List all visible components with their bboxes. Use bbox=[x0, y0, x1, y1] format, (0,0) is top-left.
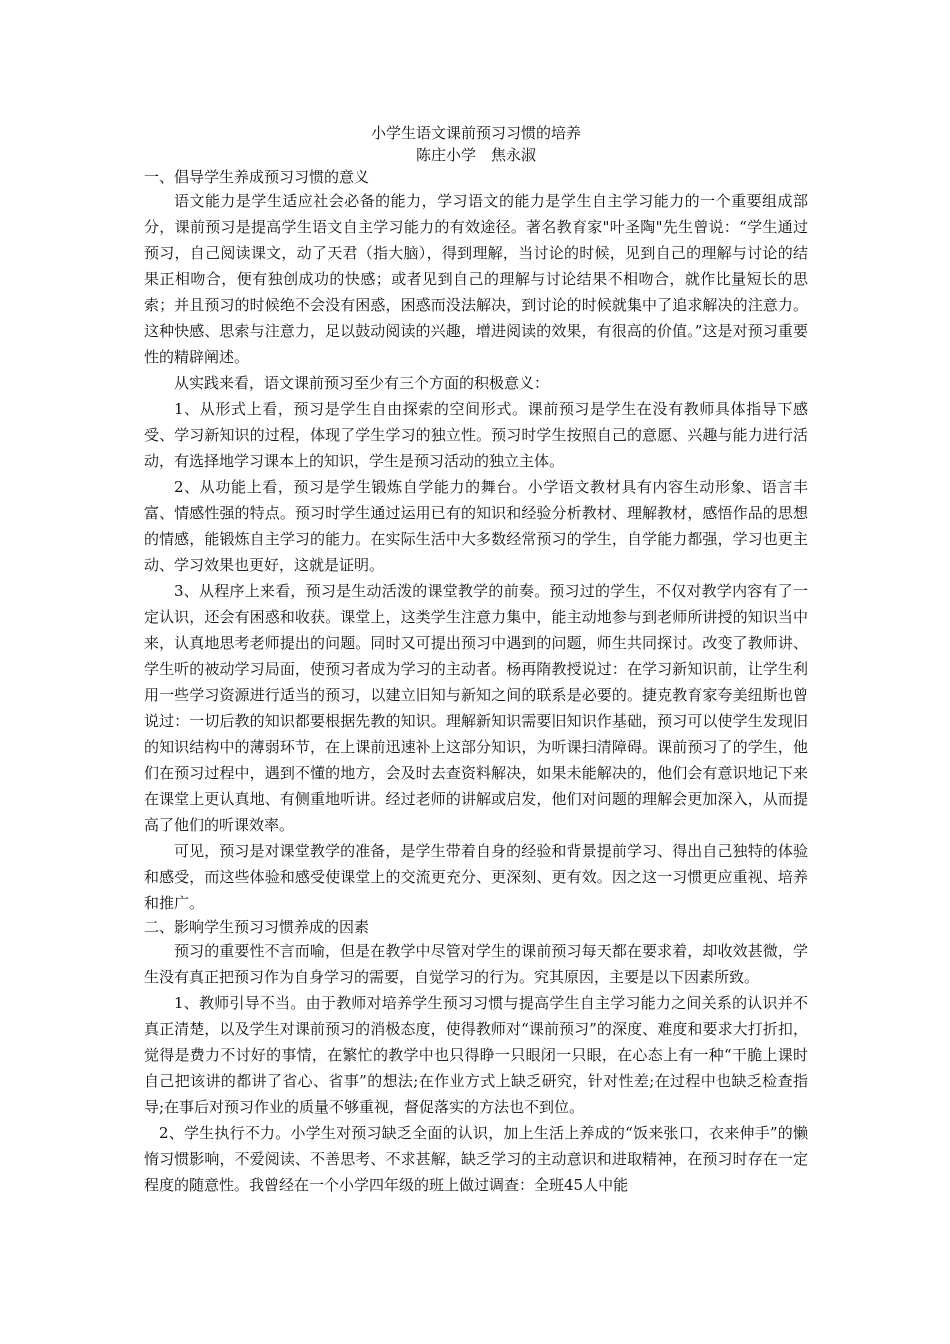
section-2-heading: 二、影响学生预习习惯养成的因素 bbox=[144, 918, 370, 936]
paragraph: 可见，预习是对课堂教学的准备，是学生带着自身的经验和背景提前学习、得出自己独特的体验和感受，而这些体验和感受使课堂上的交流更充分、更深刻、更有效。因之这一习惯更应重视、培养和推广。 bbox=[144, 842, 808, 912]
paragraph: 从实践来看，语文课前预习至少有三个方面的积极意义： bbox=[174, 374, 550, 392]
paragraph: 2、学生执行不力。小学生对预习缺乏全面的认识，加上生活上养成的“饭来张口，衣来伸手”的懒惰习惯影响，不爱阅读、不善思考、不求甚解，缺乏学习的主动意识和进取精神，在预习时存在一定程度的随意性。我曾经在一个小学四年级的班上做过调查：全班45人中能 bbox=[144, 1124, 808, 1194]
document-page bbox=[144, 122, 808, 1198]
paragraph: 1、教师引导不当。由于教师对培养学生预习习惯与提高学生自主学习能力之间关系的认识并不真正清楚，以及学生对课前预习的消极态度，使得教师对“课前预习”的深度、难度和要求大打折扣，觉得是费力不讨好的事情，在繁忙的教学中也只得睁一只眼闭一只眼，在心态上有一种“干脆上课时自己把该讲的都讲了省心、省事”的想法;在作业方式上缺乏研究，针对性差;在过程中也缺乏检查指导;在事后对预习作业的质量不够重视，督促落实的方法也不到位。 bbox=[144, 994, 808, 1116]
paragraph: 2、从功能上看，预习是学生锻炼自学能力的舞台。小学语文教材具有内容生动形象、语言丰富、情感性强的特点。预习时学生通过运用已有的知识和经验分析教材、理解教材，感悟作品的思想的情感，能锻炼自主学习的能力。在实际生活中大多数经常预习的学生，自学能力都强，学习也更主动、学习效果也更好，这就是证明。 bbox=[144, 478, 808, 574]
section-1-heading: 一、倡导学生养成预习习惯的意义 bbox=[144, 168, 370, 186]
paragraph: 1、从形式上看，预习是学生自由探索的空间形式。课前预习是学生在没有教师具体指导下感受、学习新知识的过程，体现了学生学习的独立性。预习时学生按照自己的意愿、兴趣与能力进行活动，有选择地学习课本上的知识，学生是预习活动的独立主体。 bbox=[144, 400, 808, 470]
paragraph: 预习的重要性不言而喻，但是在教学中尽管对学生的课前预习每天都在要求着，却收效甚微，学生没有真正把预习作为自身学习的需要，自觉学习的行为。究其原因，主要是以下因素所致。 bbox=[144, 942, 808, 986]
document-author: 陈庄小学 焦永淑 bbox=[415, 146, 536, 164]
document-title: 小学生语文课前预习习惯的培养 bbox=[370, 124, 581, 142]
paragraph: 3、从程序上来看，预习是生动活泼的课堂教学的前奏。预习过的学生，不仅对教学内容有了一定认识，还会有困惑和收获。课堂上，这类学生注意力集中，能主动地参与到老师所讲授的知识当中来，认真地思考老师提出的问题。同时又可提出预习中遇到的问题，师生共同探讨。改变了教师讲、学生听的被动学习局面，使预习者成为学习的主动者。杨再隋教授说过：在学习新知识前，让学生利用一些学习资源进行适当的预习，以建立旧知与新知之间的联系是必要的。捷克教育家夸美纽斯也曾说过：一切后教的知识都要根据先教的知识。理解新知识需要旧知识作基础，预习可以使学生发现旧的知识结构中的薄弱环节，在上课前迅速补上这部分知识，为听课扫清障碍。课前预习了的学生，他们在预习过程中，遇到不懂的地方，会及时去查资料解决，如果未能解决的，他们会有意识地记下来在课堂上更认真地、有侧重地听讲。经过老师的讲解或启发，他们对问题的理解会更加深入，从而提高了他们的听课效率。 bbox=[144, 582, 808, 834]
paragraph: 语文能力是学生适应社会必备的能力，学习语文的能力是学生自主学习能力的一个重要组成部分，课前预习是提高学生语文自主学习能力的有效途径。著名教育家"叶圣陶"先生曾说：“学生通过预习，自己阅读课文，动了天君（指大脑），得到理解，当讨论的时候，见到自己的理解与讨论的结果正相吻合，便有独创成功的快感；或者见到自己的理解与讨论结果不相吻合，就作比量短长的思索；并且预习的时候绝不会没有困惑，困惑而没法解决，到讨论的时候就集中了追求解决的注意力。这种快感、思索与注意力，足以鼓动阅读的兴趣，增进阅读的效果，有很高的价值。”这是对预习重要性的精辟阐述。 bbox=[144, 192, 808, 366]
